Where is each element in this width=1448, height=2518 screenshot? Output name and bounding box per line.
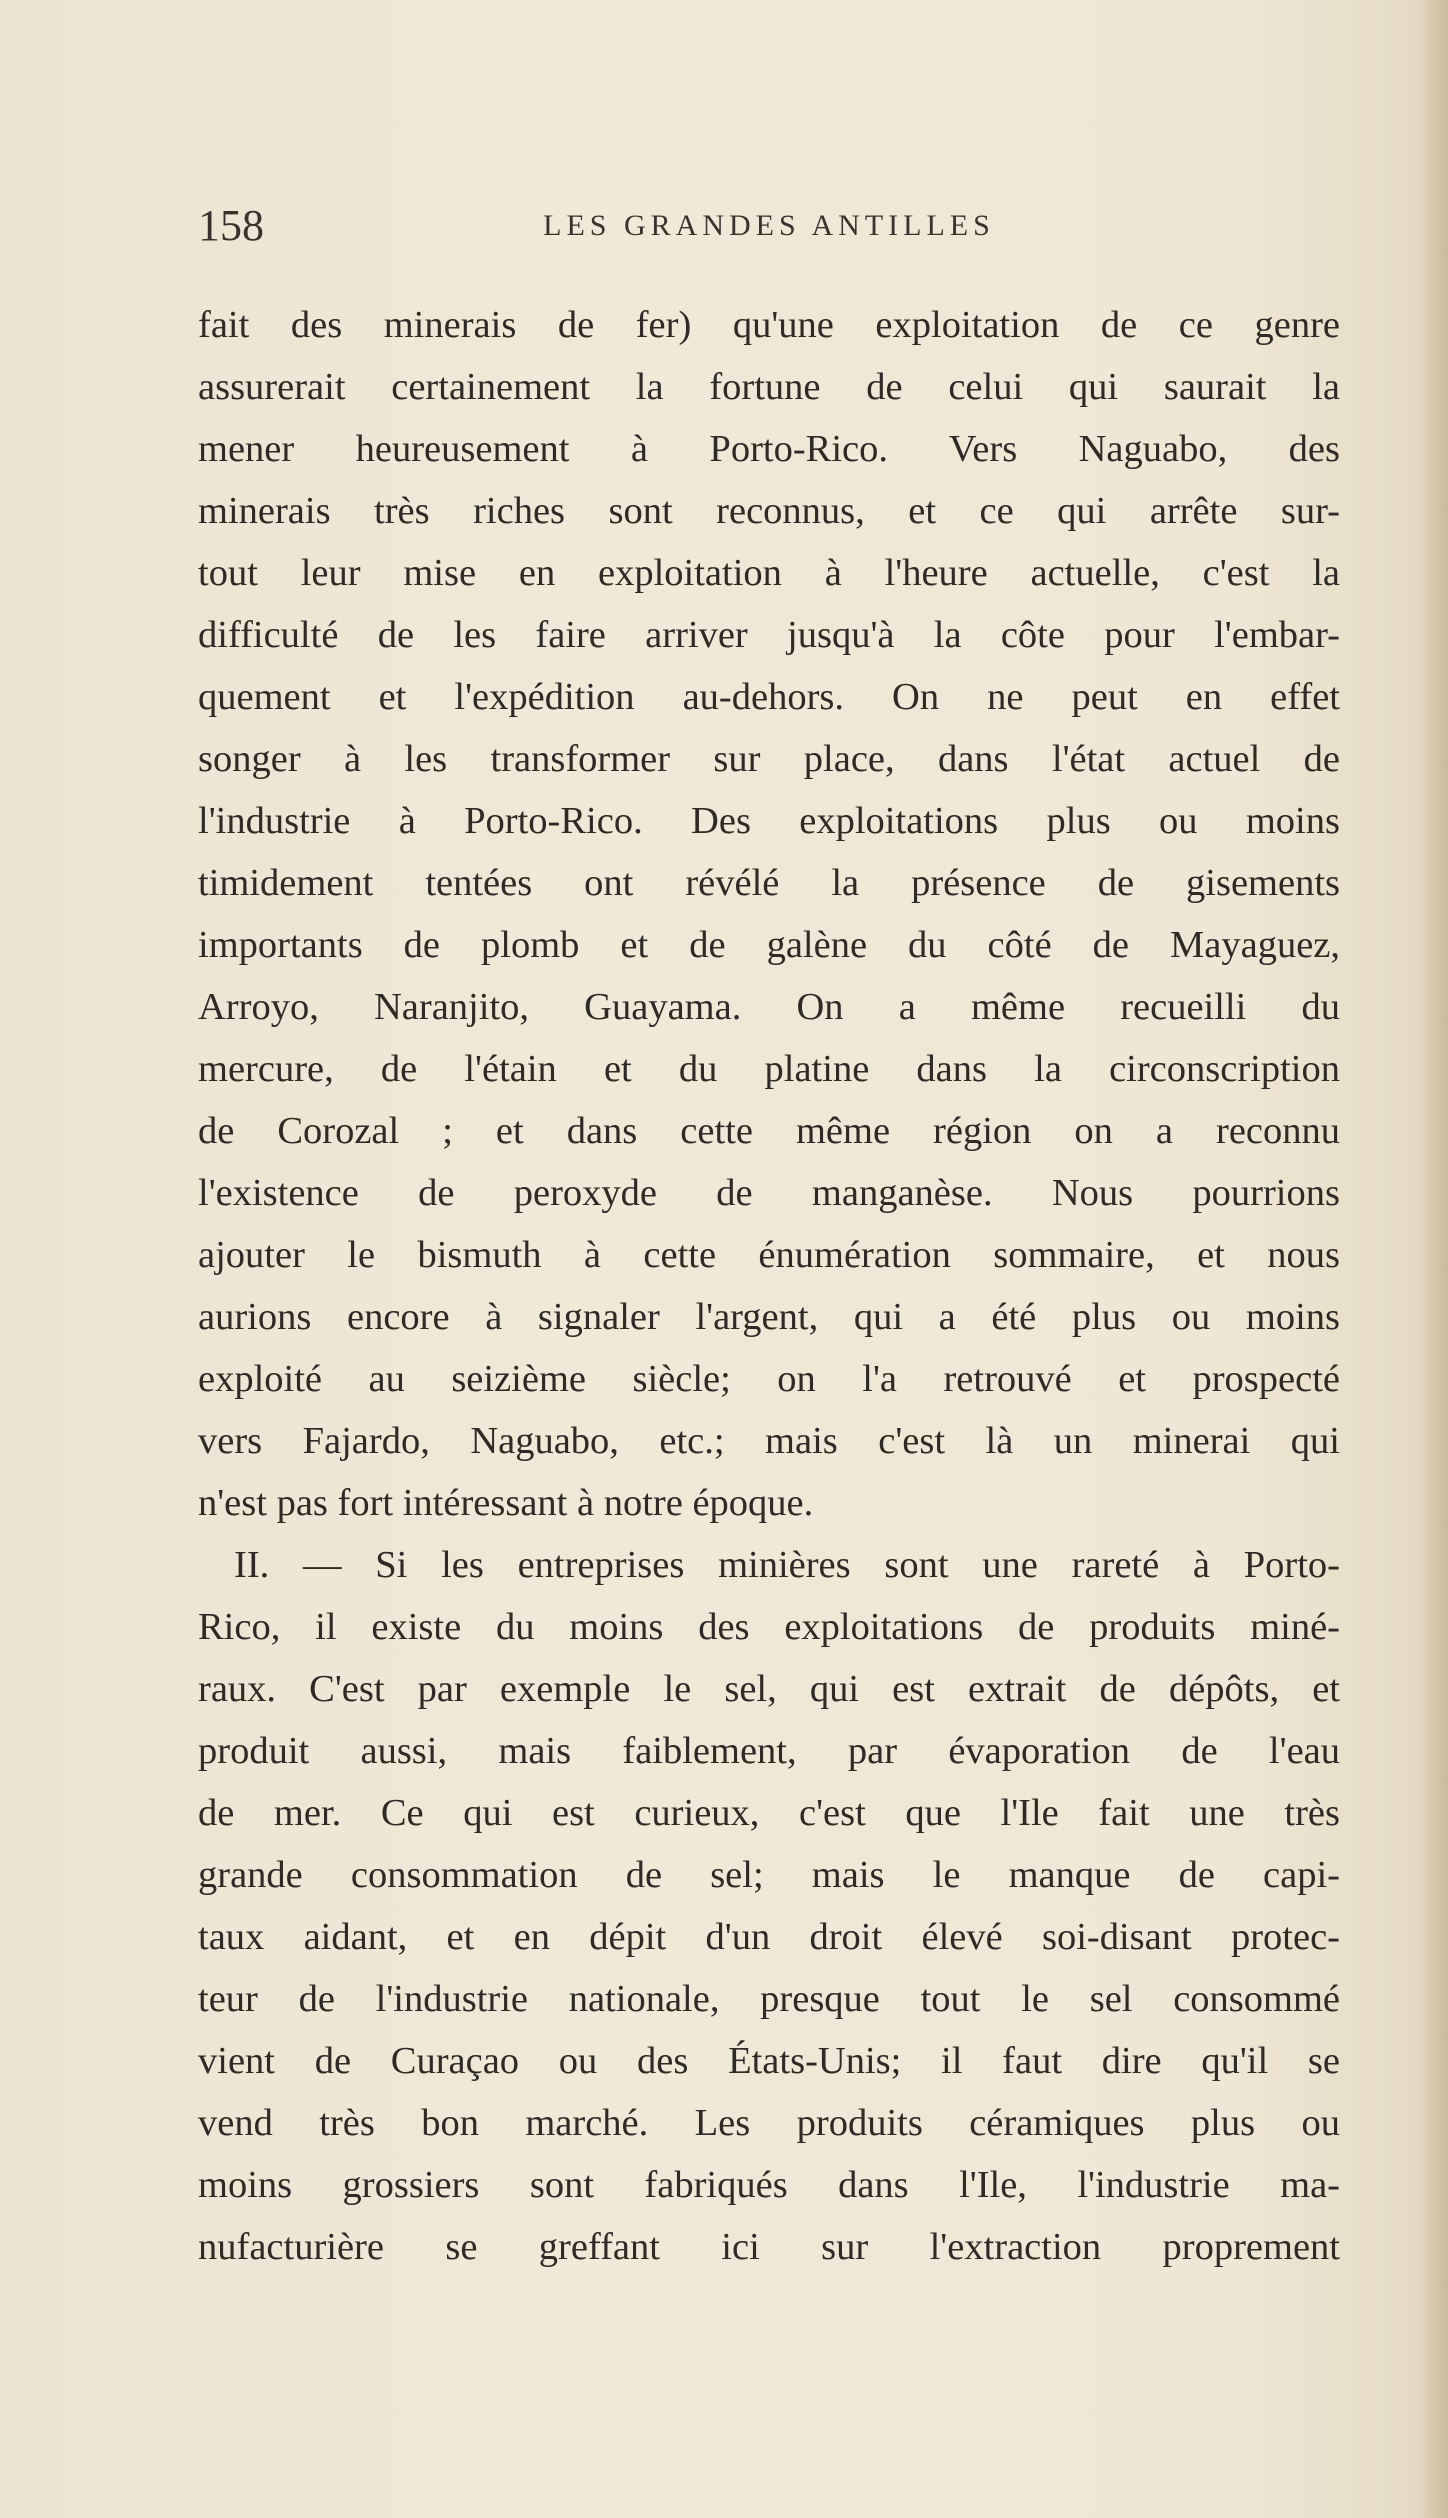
text-line: taux aidant, et en dépit d'un droit élevé soi-disant protec-: [198, 1916, 1340, 1958]
text-line: mener heureusement à Porto-Rico. Vers Naguabo, des: [198, 428, 1340, 470]
text-line: raux. C'est par exemple le sel, qui est extrait de dépôts, et: [198, 1668, 1340, 1710]
text-line: Arroyo, Naranjito, Guayama. On a même recueilli du: [198, 986, 1340, 1028]
text-line: l'existence de peroxyde de manganèse. Nous pourrions: [198, 1172, 1340, 1214]
text-line: vend très bon marché. Les produits céramiques plus ou: [198, 2102, 1340, 2144]
text-line: ajouter le bismuth à cette énumération sommaire, et nous: [198, 1234, 1340, 1276]
text-line: de mer. Ce qui est curieux, c'est que l'Ile fait une très: [198, 1792, 1340, 1834]
text-line: minerais très riches sont reconnus, et ce qui arrête sur-: [198, 490, 1340, 532]
text-line: aurions encore à signaler l'argent, qui a été plus ou moins: [198, 1296, 1340, 1338]
text-line: de Corozal ; et dans cette même région on a reconnu: [198, 1110, 1340, 1152]
text-line: quement et l'expédition au-dehors. On ne peut en effet: [198, 676, 1340, 718]
body-text: [198, 294, 1340, 2278]
text-line: nufacturière se greffant ici sur l'extraction proprement: [198, 2226, 1340, 2268]
text-line: importants de plomb et de galène du côté de Mayaguez,: [198, 924, 1340, 966]
page-number: 158: [198, 201, 264, 250]
text-line: grande consommation de sel; mais le manque de capi-: [198, 1854, 1340, 1896]
running-title: LES GRANDES ANTILLES: [543, 209, 995, 242]
text-line: n'est pas fort intéressant à notre époque.: [198, 1482, 814, 1524]
text-line: difficulté de les faire arriver jusqu'à la côte pour l'embar-: [198, 614, 1340, 656]
text-line: assurerait certainement la fortune de celui qui saurait la: [198, 366, 1340, 408]
text-line: produit aussi, mais faiblement, par évaporation de l'eau: [198, 1730, 1340, 1772]
text-line: l'industrie à Porto-Rico. Des exploitations plus ou moins: [198, 800, 1340, 842]
text-line: tout leur mise en exploitation à l'heure actuelle, c'est la: [198, 552, 1340, 594]
page-edge-shadow: [1420, 0, 1448, 2518]
text-line: Rico, il existe du moins des exploitations de produits miné-: [198, 1606, 1340, 1648]
text-line: exploité au seizième siècle; on l'a retrouvé et prospecté: [198, 1358, 1340, 1400]
text-line: vers Fajardo, Naguabo, etc.; mais c'est là un minerai qui: [198, 1420, 1340, 1462]
text-line: fait des minerais de fer) qu'une exploitation de ce genre: [198, 304, 1340, 346]
page-header: [198, 198, 1340, 254]
text-line: songer à les transformer sur place, dans l'état actuel de: [198, 738, 1340, 780]
text-line: mercure, de l'étain et du platine dans la circonscription: [198, 1048, 1340, 1090]
text-line: teur de l'industrie nationale, presque tout le sel consommé: [198, 1978, 1340, 2020]
text-line: II. — Si les entreprises minières sont une rareté à Porto-: [234, 1544, 1340, 1586]
text-line: timidement tentées ont révélé la présence de gisements: [198, 862, 1340, 904]
text-line: moins grossiers sont fabriqués dans l'Ile, l'industrie ma-: [198, 2164, 1340, 2206]
text-line: vient de Curaçao ou des États-Unis; il faut dire qu'il se: [198, 2040, 1340, 2082]
